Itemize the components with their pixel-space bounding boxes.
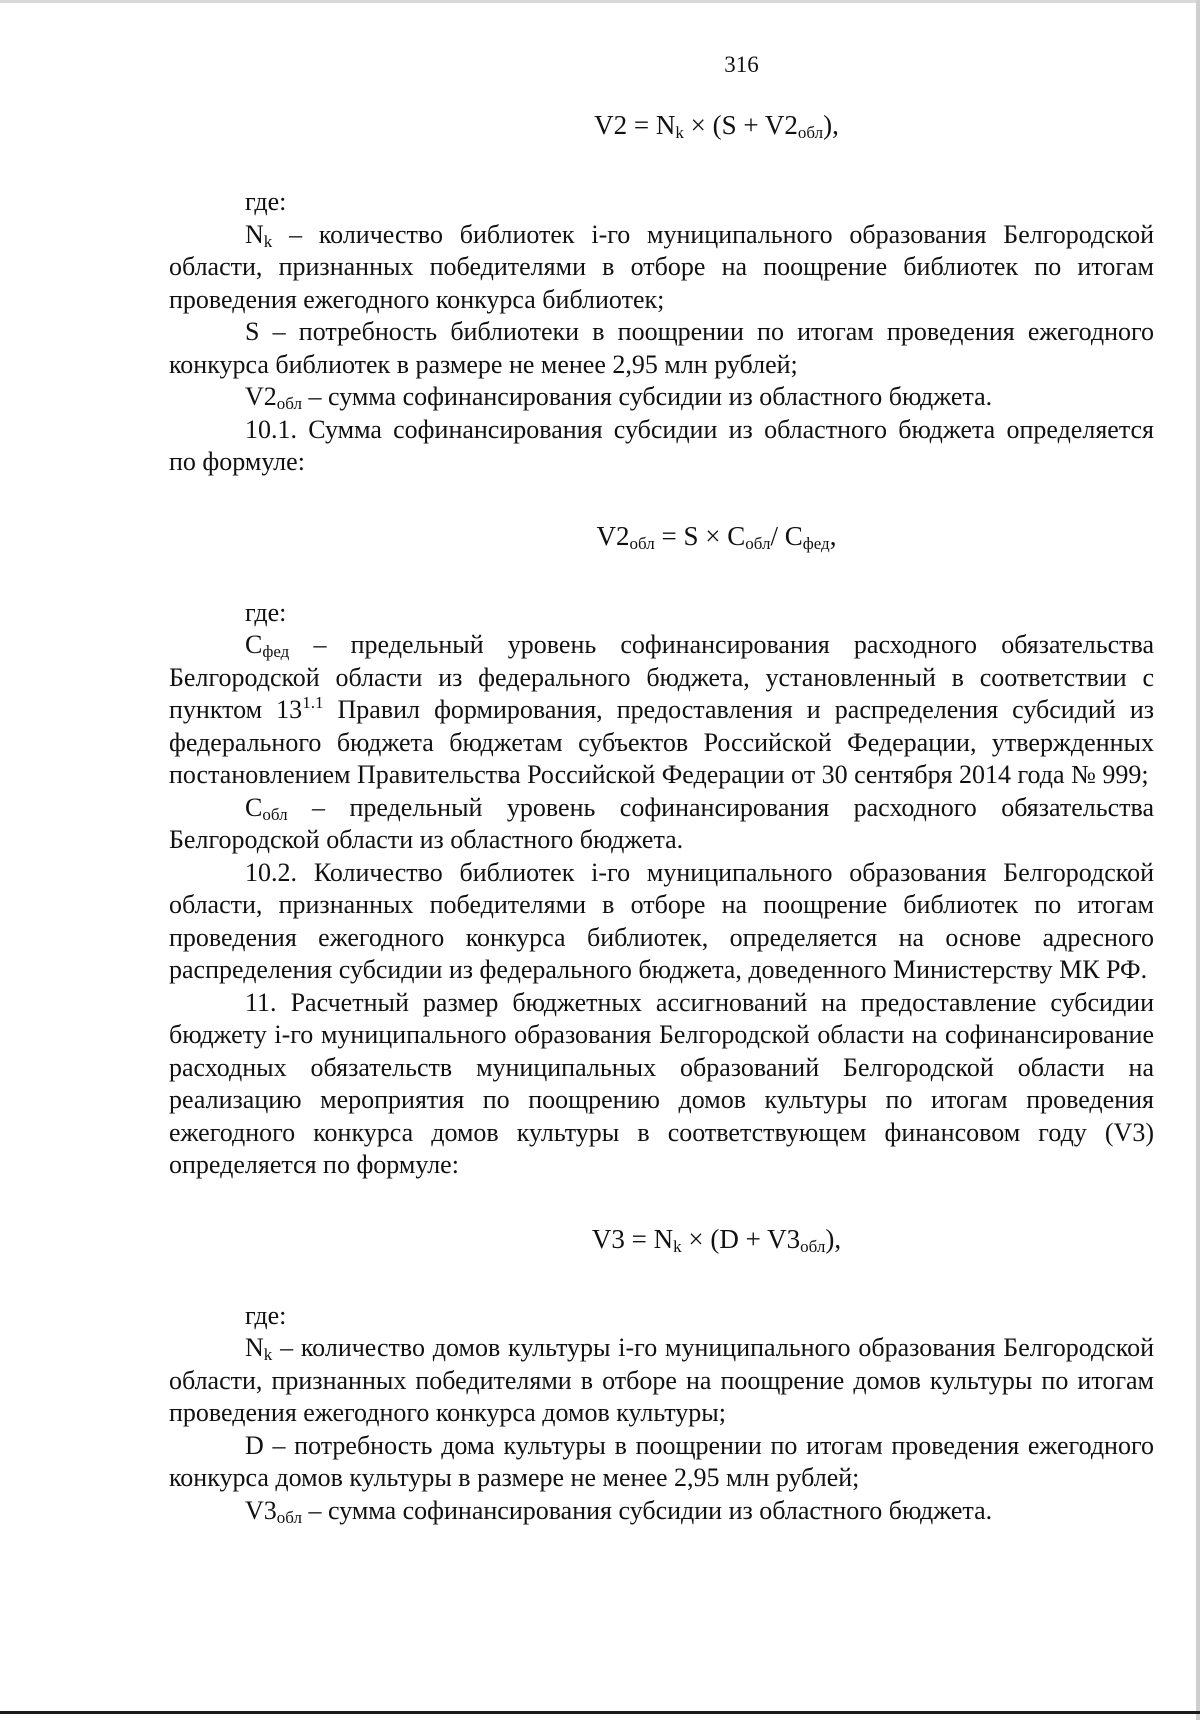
formula-v2obl xyxy=(279,519,1154,553)
formula-v2 xyxy=(279,108,1154,142)
formula-v2-lhs: V2 = N xyxy=(594,110,676,140)
symbol-sub-k: k xyxy=(263,231,273,251)
formula-v2-end: ), xyxy=(823,110,839,140)
symbol-c: C xyxy=(245,792,263,822)
definition-v2obl xyxy=(169,381,1154,414)
scan-edge-bottom xyxy=(0,1711,1200,1714)
symbol-sub-k: k xyxy=(263,1345,273,1364)
paragraph-10-2: 10.2. Количество библиотек i-го муниципального образования Белгородской области, признанных победителями в отборе на поощрение библиотек по итогам проведения ежегодного конкурса библиотек, определяется на основе адресного распределения субсидии из федерального бюджета, доведенного Министерству МК РФ. xyxy=(169,857,1154,984)
definition-nk-libraries xyxy=(169,219,1154,317)
symbol-n: N xyxy=(245,219,264,249)
formula-v3-sub-k: k xyxy=(673,1236,682,1256)
formula-v2obl-sub-obl: обл xyxy=(629,533,655,553)
formula-v2obl-mid: = S × C xyxy=(654,520,746,551)
symbol-v2: V2 xyxy=(245,382,277,411)
definition-cfed xyxy=(169,629,1154,792)
formula-v3-lhs: V3 = N xyxy=(591,1223,674,1254)
formula-v2obl-sub-fed: фед xyxy=(802,533,830,553)
formula-v2-sub-k: k xyxy=(675,123,684,142)
formula-v2obl-div: / C xyxy=(770,520,803,551)
symbol-n: N xyxy=(245,1333,264,1362)
formula-v2-mid: × (S + V2 xyxy=(683,110,798,140)
formula-v3-end: ), xyxy=(825,1223,842,1254)
symbol-sub-obl: обл xyxy=(262,804,288,824)
definition-s: S – потребность библиотеки в поощрении по итогам проведения ежегодного конкурса библиотек в размере не менее 2,95 млн рублей; xyxy=(169,317,1154,379)
symbol-sub-fed: фед xyxy=(262,642,290,661)
definition-d: D – потребность дома культуры в поощрении по итогам проведения ежегодного конкурса домов культуры в размере не менее 2,95 млн рублей; xyxy=(169,1430,1154,1492)
formula-v3-mid: × (D + V3 xyxy=(681,1223,801,1254)
where-label-3: где: xyxy=(245,1300,287,1330)
symbol-sub-obl: обл xyxy=(276,394,302,413)
formula-v3 xyxy=(279,1222,1154,1256)
definition-v3obl xyxy=(169,1495,1154,1528)
where-label-2: где: xyxy=(245,597,287,627)
paragraph-10-1: 10.1. Сумма софинансирования субсидии из областного бюджета определяется по формуле: xyxy=(169,414,1154,476)
page-number: 316 xyxy=(724,52,759,77)
definition-nk-culture-houses xyxy=(169,1332,1154,1430)
definition-cobl xyxy=(169,792,1154,857)
paragraph-11: 11. Расчетный размер бюджетных ассигнований на предоставление субсидии бюджету i-го муниципального образования Белгородской области на софинансирование расходных обязательств муниципальных образований Белгородской области на реализацию мероприятия по поощрению домов культуры по итогам проведения ежегодного конкурса домов культуры в соответствующем финансовом году (V3) определяется по формуле: xyxy=(169,987,1154,1179)
definition-text: – сумма софинансирования субсидии из областного бюджета. xyxy=(302,1495,993,1525)
definition-text: – предельный уровень софинансирования расходного обязательства Белгородской области из областного бюджета. xyxy=(169,792,1154,854)
footnote-superscript: 1.1 xyxy=(302,693,324,712)
scan-edge-right xyxy=(1196,0,1200,1720)
symbol-sub-obl: обл xyxy=(276,1507,302,1527)
definition-text: – количество домов культуры i-го муниципального образования Белгородской области, признанных победителями в отборе на поощрение домов культуры по итогам проведения ежегодного конкурса домов культуры; xyxy=(169,1333,1154,1427)
formula-v2obl-sub-cobl: обл xyxy=(745,533,771,553)
definition-text: – сумма софинансирования субсидии из областного бюджета. xyxy=(302,382,993,411)
definition-text-a: – предельный уровень софинансирования расходного обязательства Белгородской области из федерального бюджета, установленный в соответствии с пунктом 13 xyxy=(169,630,1154,724)
definition-text-b: Правил формирования, предоставления и распределения субсидий из федерального бюджета бюджетам субъектов Российской Федерации, утвержденных постановлением Правительства Российской Федерации от 30 сентября 2014 года № 999; xyxy=(169,695,1154,789)
document-body xyxy=(169,50,1154,1527)
scan-edge-top xyxy=(0,0,1200,3)
definition-text: – количество библиотек i-го муниципального образования Белгородской области, признанных победителями в отборе на поощрение библиотек по итогам проведения ежегодного конкурса библиотек; xyxy=(169,219,1154,314)
formula-v2obl-end: , xyxy=(829,520,837,551)
formula-v2-sub-obl: обл xyxy=(797,123,824,142)
where-label-1: где: xyxy=(245,187,287,216)
formula-v3-sub-obl: обл xyxy=(800,1236,826,1256)
symbol-c: C xyxy=(245,630,263,659)
formula-v2obl-lhs: V2 xyxy=(596,520,630,551)
symbol-v3: V3 xyxy=(245,1495,277,1525)
